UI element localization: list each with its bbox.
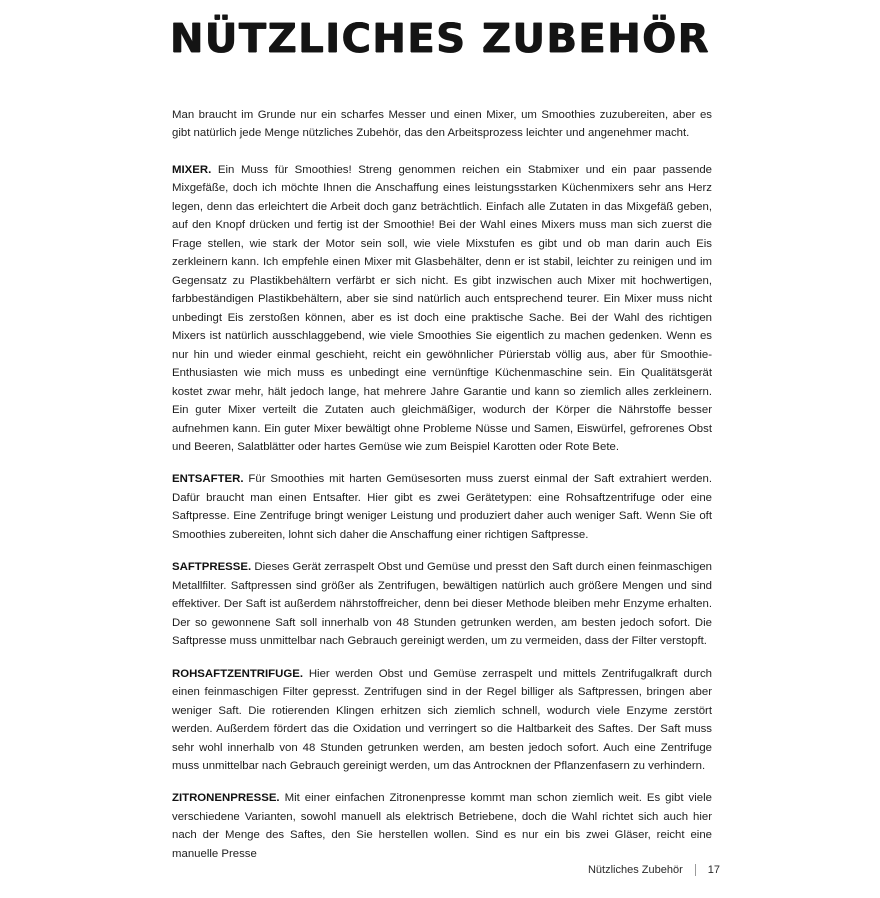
section-body-zitronenpresse: Mit einer einfachen Zitronenpresse kommt man schon ziemlich weit. Es gibt viele verschiedene Varianten, sowohl manuell als elektrisch Betriebene, doch die Wahl richtet sich auch hier nach der Menge des Saftes, den Sie herstellen wollen. Sind es nur ein bis zwei Gläser, reicht eine manuelle Presse [172,792,712,860]
section-term-zitronenpresse: ZITRONENPRESSE. [172,792,280,805]
section-body-mixer: Ein Muss für Smoothies! Streng genommen reichen ein Stabmixer und ein paar passende Mixgefäße, doch ich möchte Ihnen die Anschaffung eines leistungsstarken Küchenmixers sehr ans Herz legen, denn das erleichtert die Arbeit doch ganz beträchtlich. Einfach alle Zutaten in das Mixgefäß geben, auf den Knopf drücken und fertig ist der Smoothie! Bei der Wahl eines Mixers muss man sich zuerst die Frage stellen, wie stark der Motor sein soll, wie viele Mixstufen es gibt und ob man darin auch Eis zerkleinern kann. Ich empfehle einen Mixer mit Glasbehälter, denn er ist stabil, leichter zu reinigen und im Gegensatz zu Plastikbehältern verfärbt er sich nicht. Es gibt inzwischen auch Mixer mit hochwertigen, farbbeständigen Plastikbehältern, aber sie sind natürlich auch entsprechend teurer. Ein Mixer muss nicht unbedingt Eis zerstoßen können, aber es ist doch eine praktische Sache. Bei der Wahl des richtigen Mixers ist natürlich ausschlaggebend, wie viele Smoothies Sie eigentlich zu machen gedenken. Wenn es nur hin und wieder einmal geschieht, reicht ein gewöhnlicher Pürierstab völlig aus, aber für Smoothie-Enthusiasten wie mich muss es unbedingt eine vernünftige Küchenmaschine sein. Ein Qualitätsgerät kostet zwar mehr, hält jedoch lange, hat mehrere Jahre Garantie und kann so ziemlich alles zerkleinern. Ein guter Mixer verteilt die Zutaten auch gleichmäßiger, wodurch der Körper die Nährstoffe besser aufnehmen kann. Ein guter Mixer bewältigt ohne Probleme Nüsse und Samen, Eiswürfel, gefrorenes Obst und Beeren, Salatblätter oder hartes Gemüse wie zum Beispiel Karotten oder Rote Bete. [172,163,712,453]
page-footer [172,864,720,876]
section-term-mixer: MIXER. [172,163,212,176]
intro-paragraph: Man braucht im Grunde nur ein scharfes Messer und einen Mixer, um Smoothies zuzubereiten, aber es gibt natürlich jede Menge nützliches Zubehör, das den Arbeitsprozess leichter und angenehmer macht. [172,109,712,140]
section-paragraph-saftpresse [172,558,712,650]
footer-divider [695,864,696,876]
section-body-entsafter: Für Smoothies mit harten Gemüsesorten muss zuerst einmal der Saft extrahiert werden. Dafür braucht man einen Entsafter. Hier gibt es zwei Gerätetypen: eine Rohsaftzentrifuge oder eine Saftpresse. Eine Zentrifuge bringt weniger Leistung und produziert daher auch weniger Saft. Wenn Sie oft Smoothies zubereiten, lohnt sich daher die Anschaffung einer richtigen Saftpresse. [172,473,712,541]
section-paragraph-entsafter [172,470,712,544]
section-term-saftpresse: SAFTPRESSE. [172,561,252,574]
section-body-saftpresse: Dieses Gerät zerraspelt Obst und Gemüse und presst den Saft durch einen feinmaschigen Metallfilter. Saftpressen sind größer als Zentrifugen, bewältigen natürlich auch größere Mengen und sind effektiver. Der Saft ist außerdem nährstoffreicher, denn bei dieser Methode bleiben mehr Enzyme erhalten. Der so gewonnene Saft soll innerhalb von 48 Stunden getrunken werden, am besten jedoch sofort. Die Saftpresse muss unmittelbar nach Gebrauch gereinigt werden, um zu vermeiden, dass der Filter verstopft. [172,561,712,648]
section-body-rohsaftzentrifuge: Hier werden Obst und Gemüse zerraspelt und mittels Zentrifugalkraft durch einen feinmaschigen Filter gepresst. Zentrifugen sind in der Regel billiger als Saftpressen, bringen aber weniger Saft. Die rotierenden Klingen erhitzen sich ziemlich schnell, wodurch viele Enzyme zerstört werden. Außerdem fördert das die Oxidation und verringert so die Haltbarkeit des Saftes. Der Saft muss sehr wohl innerhalb von 48 Stunden getrunken werden, am besten jedoch sofort. Auch eine Zentrifuge muss unmittelbar nach Gebrauch gereinigt werden, um das Antrocknen der Pflanzenfasern zu verhindern. [172,667,712,772]
section-term-rohsaftzentrifuge: ROHSAFTZENTRIFUGE. [172,667,303,680]
footer-chapter-label: Nützliches Zubehör [587,864,683,876]
body-text [172,106,712,863]
section-paragraph-mixer [172,161,712,457]
footer-page-number: 17 [707,864,720,876]
page-title: NÜTZLICHES ZUBEHÖR [169,16,711,62]
section-paragraph-rohsaftzentrifuge [172,665,712,776]
document-page [0,18,880,898]
section-paragraph-zitronenpresse [172,789,712,863]
section-term-entsafter: ENTSAFTER. [172,473,244,486]
